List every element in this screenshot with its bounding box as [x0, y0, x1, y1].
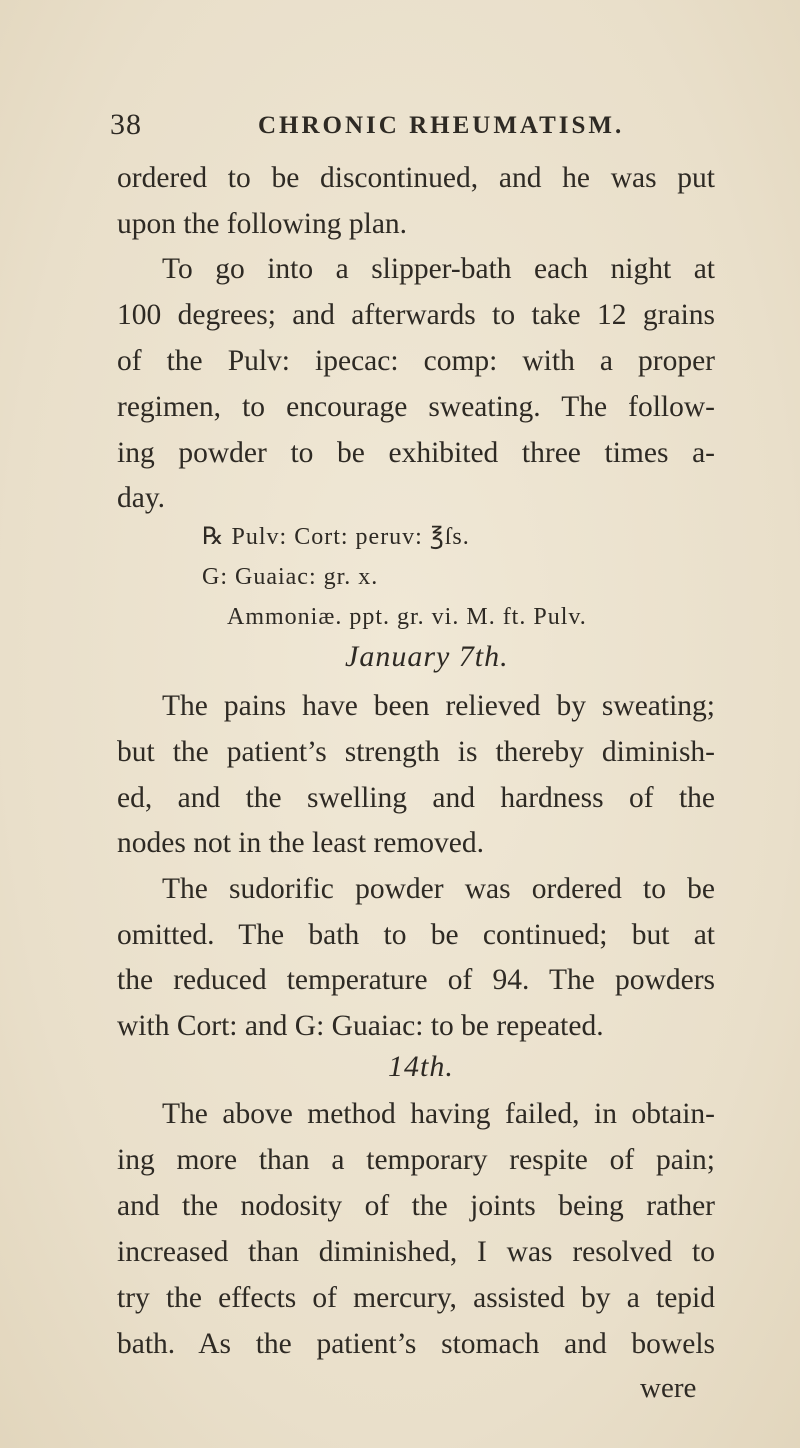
- text-line: the reduced temperature of 94. The powders: [117, 964, 715, 996]
- text-line: ing more than a temporary respite of pain;: [117, 1144, 715, 1176]
- text-line: increased than diminished, I was resolved to: [117, 1236, 715, 1268]
- text-line: with Cort: and G: Guaiac: to be repeated.: [117, 1010, 604, 1042]
- prescription-line: G: Guaiac: gr. x.: [202, 564, 379, 590]
- text-line: but the patient’s strength is thereby diminish-: [117, 736, 715, 768]
- entry-date: 14th.: [388, 1050, 454, 1083]
- text-line: 100 degrees; and afterwards to take 12 grains: [117, 299, 715, 331]
- text-line: The above method having failed, in obtain-: [162, 1098, 715, 1130]
- text-line: The pains have been relieved by sweating;: [162, 690, 715, 722]
- text-line: To go into a slipper-bath each night at: [162, 253, 715, 285]
- text-line: The sudorific powder was ordered to be: [162, 873, 715, 905]
- page-number: 38: [110, 108, 142, 141]
- text-line: ed, and the swelling and hardness of the: [117, 782, 715, 814]
- text-line: of the Pulv: ipecac: comp: with a proper: [117, 345, 715, 377]
- text-line: ordered to be discontinued, and he was put: [117, 162, 715, 194]
- running-head: CHRONIC RHEUMATISM.: [258, 112, 625, 139]
- text-line: upon the following plan.: [117, 208, 408, 240]
- text-line: try the effects of mercury, assisted by a tepid: [117, 1282, 715, 1314]
- text-line: regimen, to encourage sweating. The follow-: [117, 391, 715, 423]
- page-header: [110, 108, 720, 144]
- text-line: bath. As the patient’s stomach and bowels: [117, 1328, 715, 1360]
- text-line: nodes not in the least removed.: [117, 827, 485, 859]
- prescription-line: Ammoniæ. ppt. gr. vi. M. ft. Pulv.: [227, 604, 587, 630]
- catchword: were: [640, 1372, 697, 1404]
- text-line: omitted. The bath to be continued; but at: [117, 919, 715, 951]
- prescription-line: ℞ Pulv: Cort: peruv: ℥ſs.: [202, 524, 470, 550]
- text-line: and the nodosity of the joints being rather: [117, 1190, 715, 1222]
- entry-date: January 7th.: [345, 640, 509, 673]
- text-line: ing powder to be exhibited three times a-: [117, 437, 715, 469]
- text-line: day.: [117, 482, 166, 514]
